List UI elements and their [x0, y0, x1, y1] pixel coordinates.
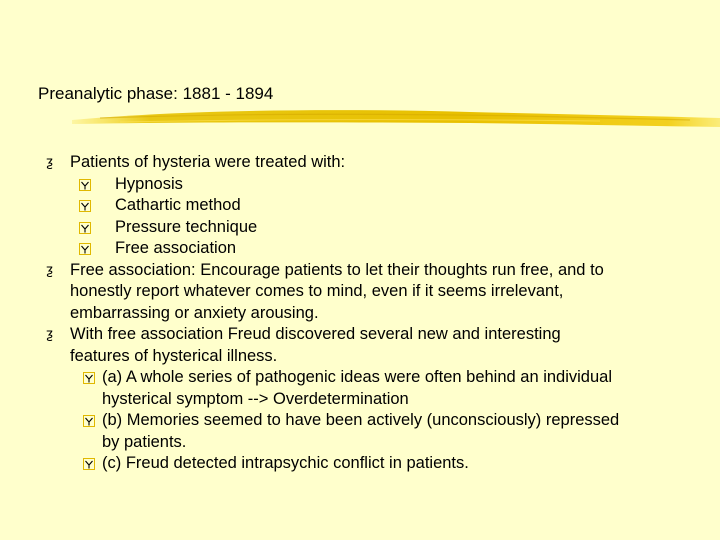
z-bullet-icon: ƺ — [46, 155, 53, 170]
y-checkbox-icon — [79, 222, 91, 234]
list-item: Cathartic method — [45, 195, 705, 217]
y-checkbox-icon — [83, 372, 95, 384]
z-bullet-icon: ƺ — [46, 327, 53, 342]
list-item: ƺ Patients of hysteria were treated with: — [45, 152, 705, 174]
list-item: Free association — [45, 238, 705, 260]
list-item: (b) Memories seemed to have been actively (unconsciously) repressed — [45, 410, 705, 432]
list-item: Hypnosis — [45, 174, 705, 196]
y-checkbox-icon — [79, 179, 91, 191]
y-checkbox-icon — [79, 243, 91, 255]
y-checkbox-icon — [79, 200, 91, 212]
list-item-continuation: hysterical symptom --> Overdetermination — [102, 389, 409, 408]
list-item-continuation: by patients. — [102, 432, 187, 451]
list-item: (c) Freud detected intrapsychic conflict in patients. — [45, 453, 705, 475]
list-item: ƺ With free association Freud discovered several new and interesting — [45, 324, 705, 346]
list-item: (a) A whole series of pathogenic ideas were often behind an individual — [45, 367, 705, 389]
y-checkbox-icon — [83, 458, 95, 470]
list-item: Pressure technique — [45, 217, 705, 239]
list-item-continuation: honestly report whatever comes to mind, even if it seems irrelevant, — [70, 282, 564, 300]
list-item-continuation: features of hysterical illness. — [70, 346, 278, 365]
list-item: ƺ Free association: Encourage patients to let their thoughts run free, and to — [45, 260, 705, 282]
bullet-list — [45, 152, 705, 475]
y-checkbox-icon — [83, 415, 95, 427]
z-bullet-icon: ƺ — [46, 262, 53, 278]
list-item-continuation: embarrassing or anxiety arousing. — [70, 303, 319, 322]
title-underline-brush — [0, 0, 720, 140]
slide-title: Preanalytic phase: 1881 - 1894 — [38, 84, 274, 103]
